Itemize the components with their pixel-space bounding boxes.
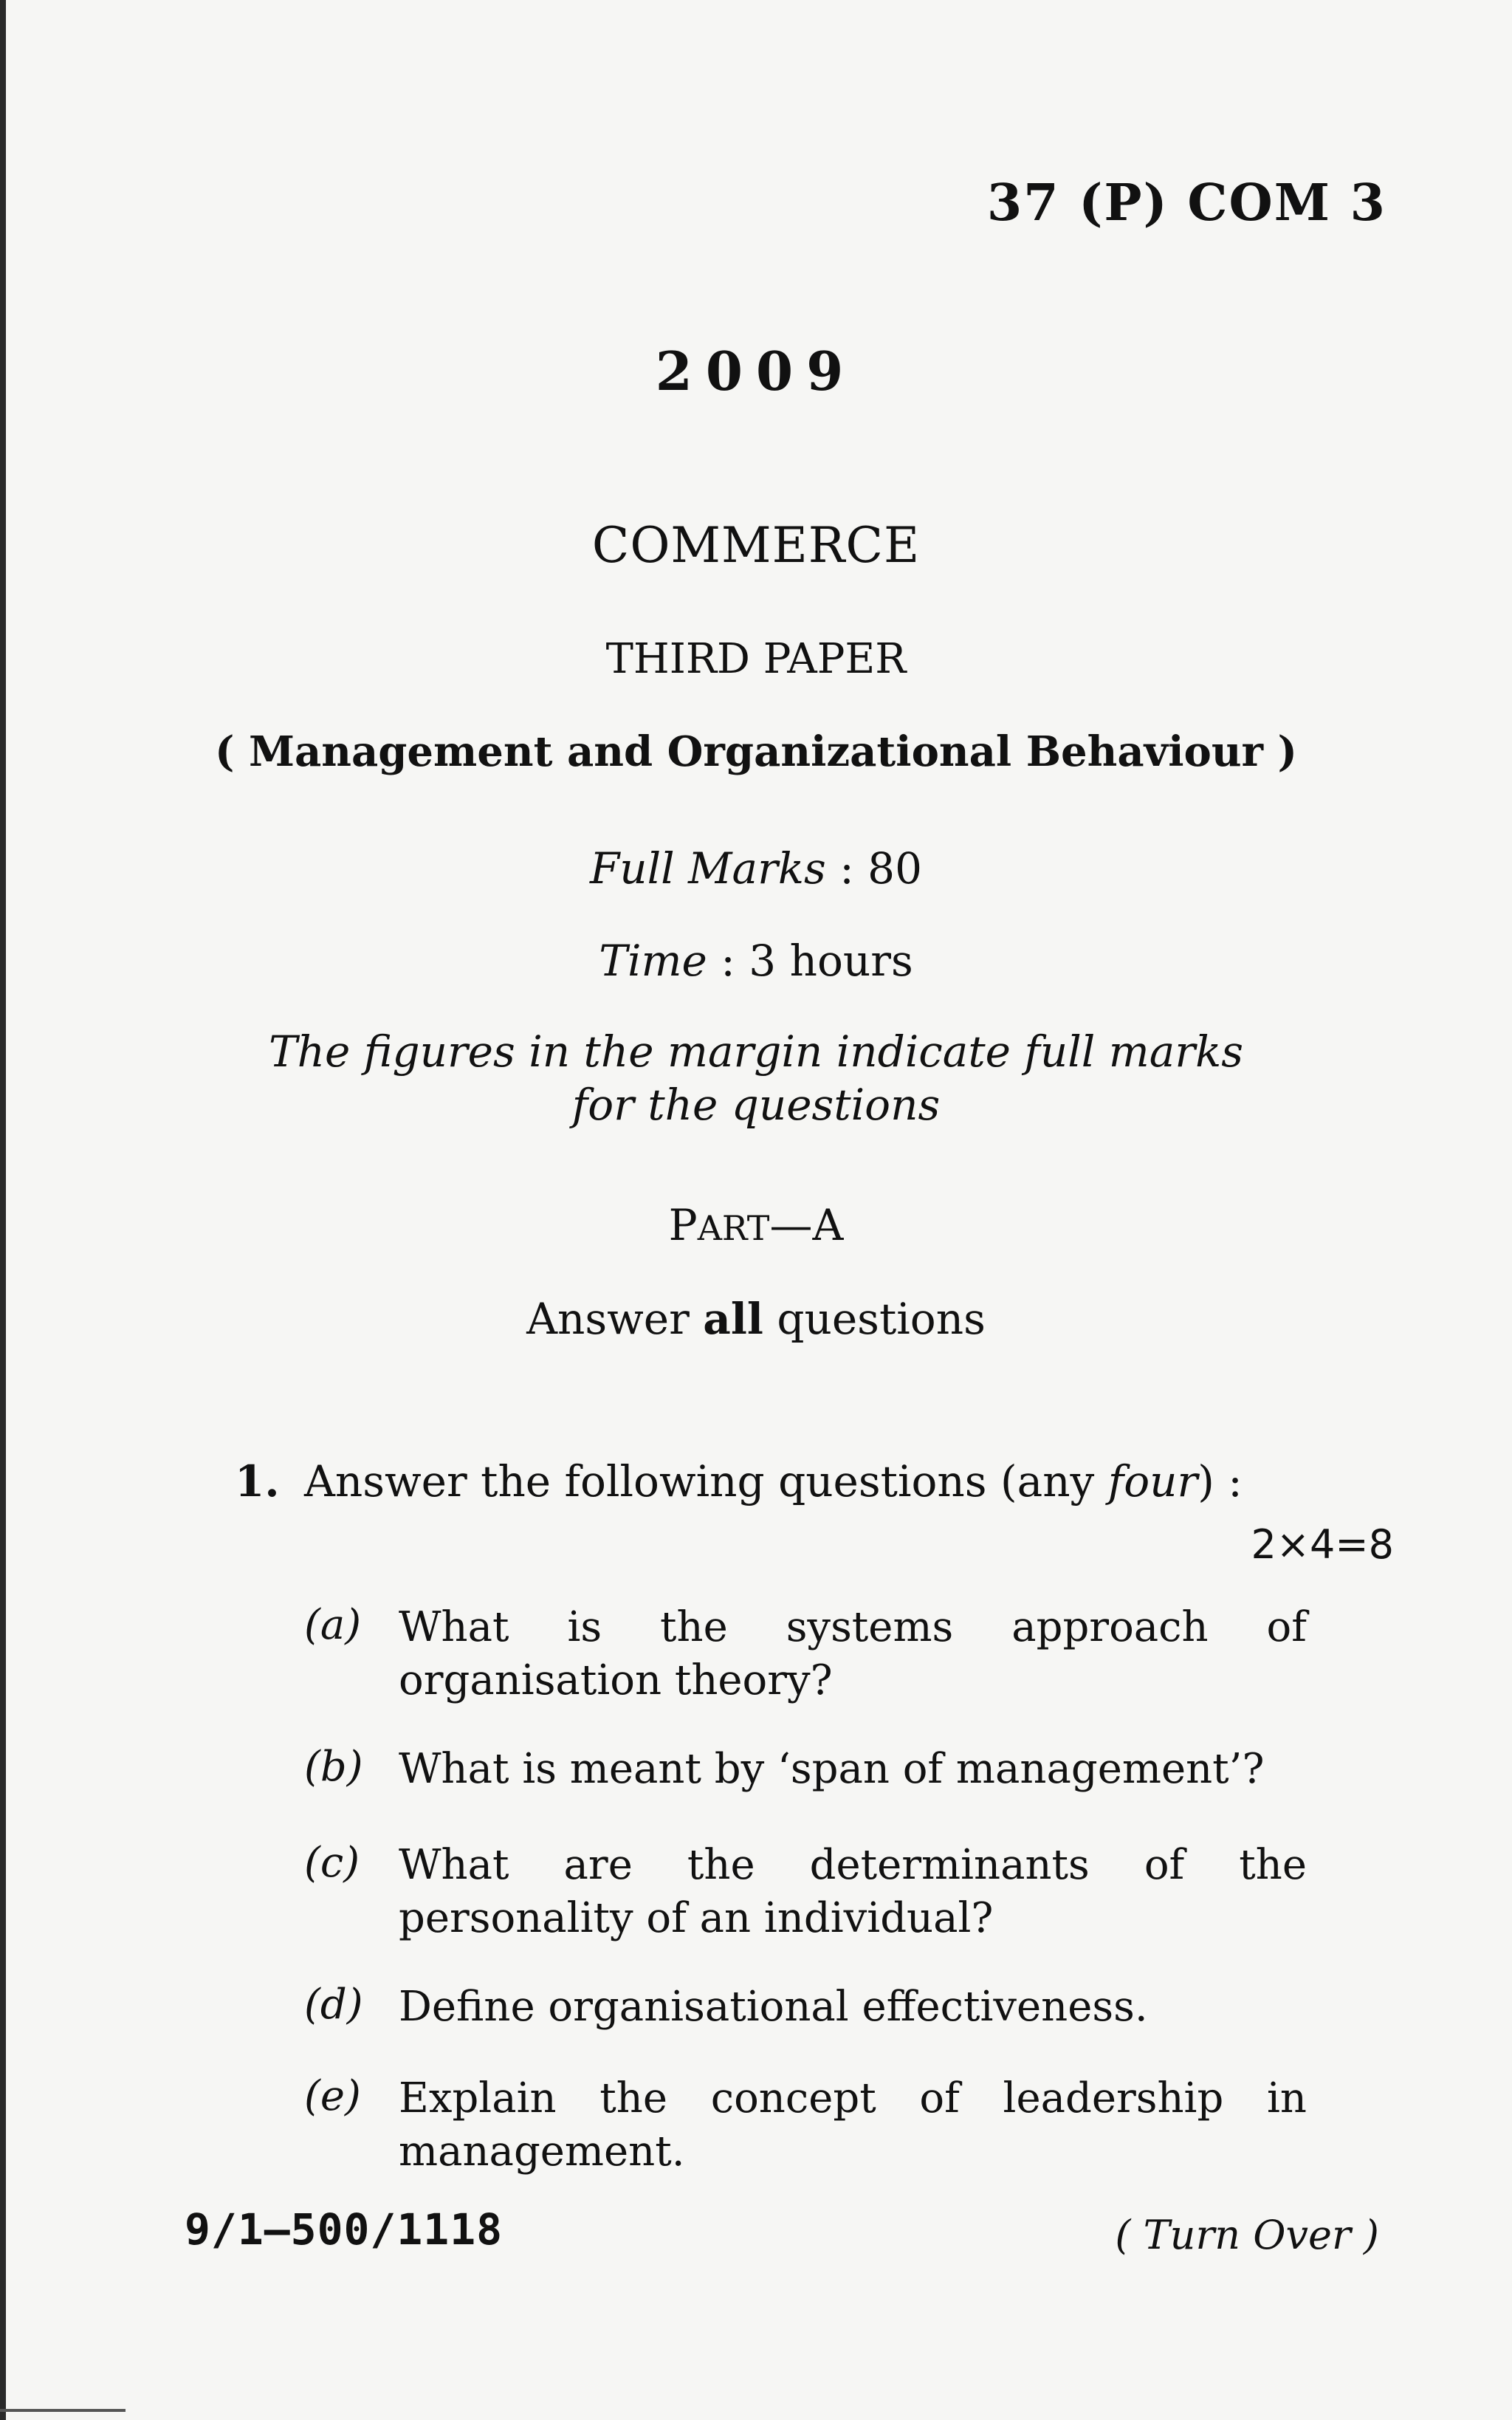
instruction-line-2: for the questions (571, 1080, 941, 1130)
time-label: Time (599, 936, 707, 986)
question-text-pre: Answer the following questions (any (304, 1456, 1108, 1506)
part-prefix-first: P (668, 1200, 698, 1250)
subquestion-label-e: (e) (304, 2072, 361, 2120)
instruction-line-1: The figures in the margin indicate full marks (268, 1026, 1244, 1077)
time-value: : 3 hours (707, 936, 913, 986)
subject-title: COMMERCE (591, 517, 921, 574)
part-instruction-bold: all (703, 1294, 763, 1344)
subquestion-text-e: Explain the concept of leadership in management. (399, 2074, 1307, 2176)
page-bottom-border (0, 2409, 126, 2412)
full-marks (0, 843, 1512, 894)
turn-over-note: ( Turn Over ) (1115, 2212, 1379, 2258)
subquestion-label-a: (a) (304, 1601, 362, 1649)
subquestion-text-c: What are the determinants of the personality of an individual? (399, 1841, 1307, 1942)
paper-code: 37 (P) COM 3 (986, 174, 1386, 233)
exam-year: 2009 (655, 340, 857, 402)
subquestion-label-d: (d) (304, 1981, 363, 2029)
part-instruction-pre: Answer (526, 1294, 704, 1344)
question-marks: 2×4=8 (1251, 1521, 1394, 1568)
part-instruction (0, 1294, 1512, 1344)
footer-code: 9/1—500/1118 (185, 2204, 504, 2255)
subquestion-label-b: (b) (304, 1743, 363, 1791)
question-number: 1. (235, 1456, 280, 1506)
paper-number: THIRD PAPER (605, 635, 907, 683)
part-instruction-post: questions (763, 1294, 986, 1344)
paper-title: ( Management and Organizational Behaviour ) (214, 727, 1298, 776)
full-marks-value: : 80 (825, 843, 922, 894)
question-text-post: ) : (1197, 1456, 1243, 1506)
part-suffix: —A (769, 1200, 844, 1250)
subquestion-text-a: What is the systems approach of organisation theory? (399, 1603, 1307, 1704)
subquestion-text-b: What is meant by ‘span of management’? (399, 1745, 1265, 1793)
subquestion-label-c: (c) (304, 1839, 360, 1887)
part-prefix-rest: ART (697, 1208, 770, 1248)
full-marks-label: Full Marks (590, 843, 826, 894)
question-text-italic: four (1107, 1456, 1198, 1506)
question-text (304, 1456, 1293, 1506)
part-heading (0, 1200, 1512, 1250)
subquestion-text-d: Define organisational effectiveness. (399, 1983, 1148, 2031)
exam-time (0, 936, 1512, 986)
